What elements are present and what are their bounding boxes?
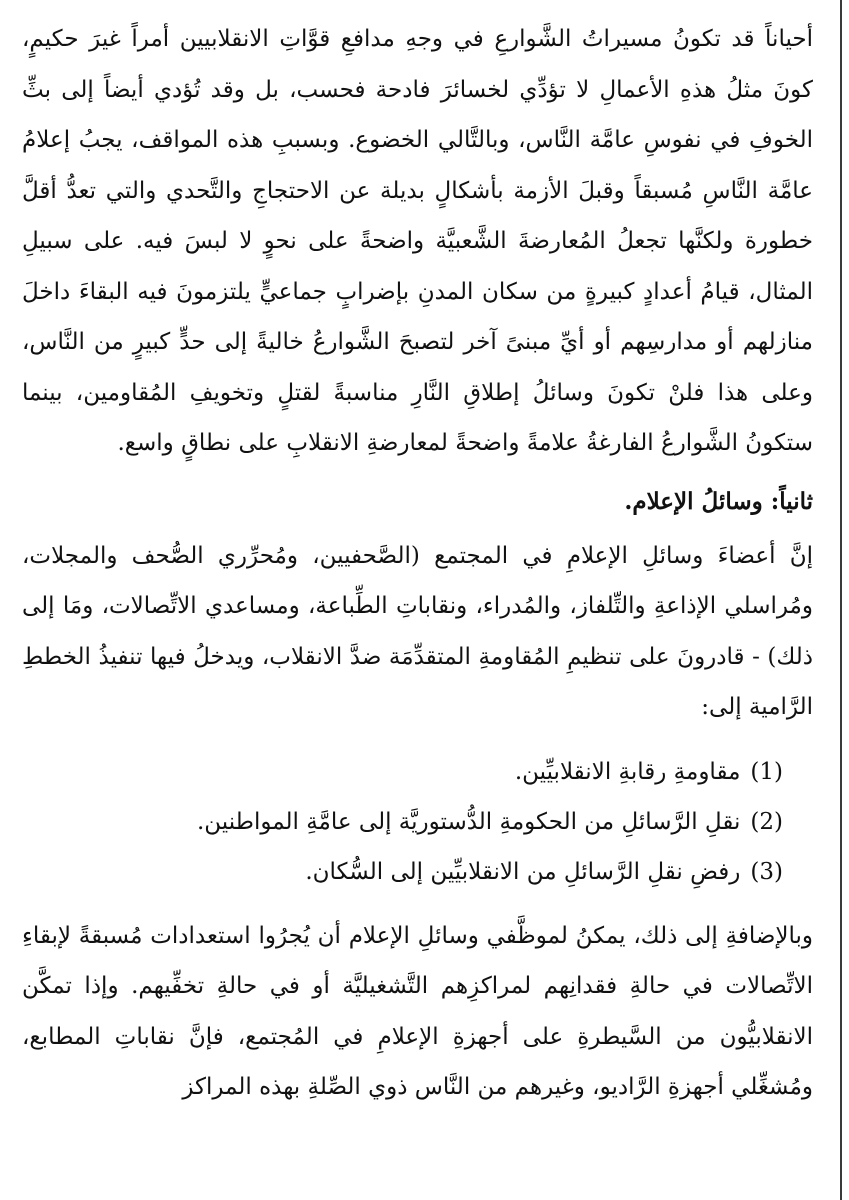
list-item-number: (3) [750,858,783,885]
paragraph-media-preparations: وبالإضافةِ إلى ذلك، يمكنُ لموظَّفي وسائلِ الإعلام أن يُجرُوا استعدادات مُسبقةً لإبقاءِ الاتِّصالات في حالةِ فقدانِهم لمراكزِهم التَّشغيليَّة أو في حالةِ تخفِّيهم. وإذا تمكَّن الانقلابيُّون من السَّيطرةِ على أجهزةِ الإعلامِ في المُجتمع، فإنَّ نقاباتِ المطابع، ومُشغِّلي أجهزةِ الرَّاديو، وغيرهم من النَّاس ذوي الصِّلةِ بهذه المراكز [22,922,813,1100]
list-item-number: (2) [750,808,783,835]
list-item [22,747,783,797]
list-item [22,797,783,847]
page-edge-line [840,0,842,1200]
section-heading-media: ثانياً: وسائلُ الإعلام. [624,487,813,515]
media-plans-list [22,747,813,897]
list-item-text: مقاومةِ رقابةِ الانقلابيِّين. [514,758,741,785]
list-item-text: نقلِ الرَّسائلِ من الحكومةِ الدُّستوريَّة إلى عامَّةِ المواطنين. [196,808,741,835]
paragraph-media-members: إنَّ أعضاءَ وسائلِ الإعلامِ في المجتمع (الصَّحفيين، ومُحرِّري الصُّحف والمجلات، ومُراسلي الإذاعةِ والتِّلفاز، والمُدراء، ونقاباتِ الطِّباعة، ومساعدي الاتِّصالات، ومَا إلى ذلك) - قادرونَ على تنظيمِ المُقاومةِ المتقدِّمَة ضدَّ الانقلاب، ويدخلُ فيها تنفيذُ الخططِ الرَّامية إلى: [22,542,813,720]
list-item [22,847,783,897]
document-body [22,14,813,1113]
list-item-number: (1) [750,758,783,785]
paragraph-street-protests: أحياناً قد تكونُ مسيراتُ الشَّوارعِ في وجهِ مدافعِ قوَّاتِ الانقلابيين أمراً غيرَ حكيمٍ، كونَ مثلُ هذهِ الأعمالِ لا تؤدِّي لخسائرَ فادحة فحسب، بل وقد تُؤدي أيضاً إلى بثِّ الخوفِ في نفوسِ عامَّة النَّاس، وبالتَّالي الخضوع. وبسببِ هذه المواقف، يجبُ إعلامُ عامَّة النَّاسِ مُسبقاً وقبلَ الأزمة بأشكالٍ بديلة عن الاحتجاجِ والتَّحدي والتي تعدُّ أقلَّ خطورة ولكنَّها تجعلُ المُعارضةَ الشَّعبيَّة واضحةً على نحوٍ لا لبسَ فيه. على سبيلِ المثال، قيامُ أعدادٍ كبيرةٍ من سكان المدنِ بإضرابٍ جماعيٍّ يلتزمونَ فيه البقاءَ داخلَ منازلهم أو مدارسِهم أو أيِّ مبنىً آخر لتصبحَ الشَّوارعُ خاليةً إلى حدٍّ كبيرٍ من النَّاس، وعلى هذا فلنْ تكونَ وسائلُ إطلاقِ النَّارِ مناسبةً لقتلٍ وتخويفِ المُقاومين، بينما ستكونُ الشَّوارعُ الفارغةُ علامةً واضحةً لمعارضةِ الانقلابِ على نطاقٍ واسع. [22,26,813,456]
list-item-text: رفضِ نقلِ الرَّسائلِ من الانقلابيِّين إلى السُّكان. [305,858,741,885]
